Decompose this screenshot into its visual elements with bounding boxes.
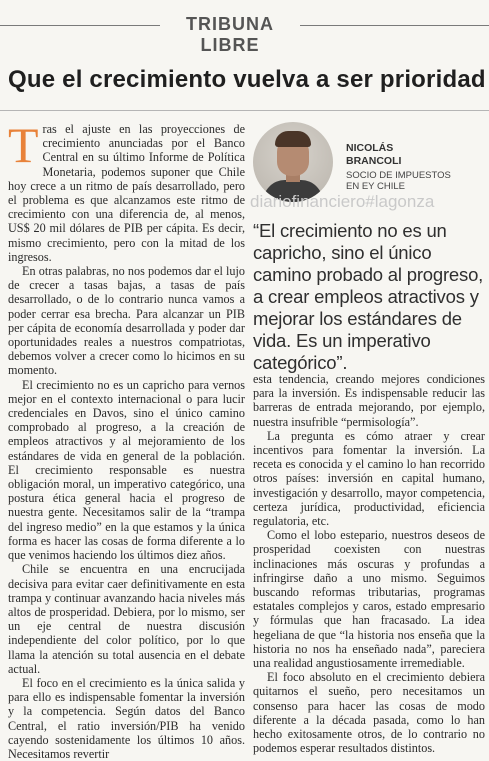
paragraph: En otras palabras, no nos podemos dar el lujo de crecer a tasas bajas, a tasas de país desarrollado, o de lo contrario nunca vamos a poder cerrar esa brecha. Para alcanzar un PIB per cápita de economía desarrollada y poder dar oportunidades reales a nuestros compatriotas, debemos volver a crecer como lo hicimos en su momento. — [8, 264, 245, 378]
paragraph: El foco absoluto en el crecimiento debiera quitarnos el sueño, pero necesitamos un consenso para hacer las cosas de modo diferente a la década pasada, como lo han hecho exitosamente otros, de lo contrario no podemos esperar resultados distintos. — [253, 670, 485, 756]
paragraph: esta tendencia, creando mejores condiciones para la inversión. Es indispensable reducir las barreras de entrada mejorando, por ejemplo, nuestra insufrible “permisología”. — [253, 372, 485, 429]
paragraph: Chile se encuentra en una encrucijada decisiva para evitar caer definitivamente en esta trampa y continuar avanzando hacia niveles más altos de prosperidad. Debiera, por lo mismo, ser un eje central de nuestra discusión independiente del color político, por lo que llama la atención su total ausencia en el debate actual. — [8, 562, 245, 676]
paragraph: La pregunta es cómo atraer y crear incentivos para fomentar la inversión. La receta es conocida y el camino lo han recorrido otros países: inversión en capital humano, investigación y desarrollo, mayor competencia, certeza jurídica, productividad, eficiencia regulatoria, etc. — [253, 428, 485, 529]
pull-quote: “El crecimiento no es un capricho, sino el único camino probado al progreso, a crear empleos atractivos y mejorar los estándares de vida. Es un imperativo categórico”. — [253, 220, 484, 373]
author-role-line: EN EY CHILE — [346, 181, 405, 192]
headline: Que el crecimiento vuelva a ser prioridad — [8, 66, 486, 93]
paragraph — [8, 117, 245, 264]
paragraph: Como el lobo estepario, nuestros deseos de prosperidad coexisten con nuestras inclinaciones más oscuras y profundas a infringirse daño a uno mismo. Seguimos buscando reformas tributarias, programas estatales complejos y caros, estado empresario y fórmulas que han fracasado. La idea hegeliana de que “la historia nos enseña que la historia no nos ha enseñado nada”, pareciera una realidad angustiosamente irremediable. — [253, 528, 485, 671]
watermark: diariofinanciero#lagonza — [250, 192, 435, 211]
author-photo — [253, 122, 333, 202]
author-first-name: NICOLÁS — [346, 142, 394, 154]
author-name — [346, 142, 486, 168]
drop-cap: T — [8, 117, 39, 173]
author-role — [346, 170, 486, 192]
author-last-name: BRANCOLI — [346, 155, 402, 167]
paragraph-text: ras el ajuste en las proyecciones de crecimiento anunciadas por el Banco Central en su último Informe de Política Monetaria, podemos suponer que Chile hoy crece a un ritmo de país desarrollado, pero el problema es que alcanzamos este ritmo de crecimiento con una diferencia de, al menos, US$ 20 mil dólares de PIB per cápita. Es decir, mismo crecimiento, pero con la mitad de los ingresos. — [8, 122, 245, 264]
body-column-right — [253, 372, 485, 755]
author-role-line: SOCIO DE IMPUESTOS — [346, 170, 451, 181]
headline-divider — [0, 110, 489, 111]
body-column-left — [8, 117, 245, 761]
paragraph: El foco en el crecimiento es la única salida y para ello es indispensable fomentar la inversión y la competencia. Según datos del Banco Central, el ratio inversión/PIB ha venido cayendo sostenidamente los últimos 10 años. Necesitamos revertir — [8, 675, 245, 761]
section-rule-right — [300, 25, 489, 26]
section-header — [0, 14, 489, 55]
section-rule-left — [0, 25, 160, 26]
paragraph: El crecimiento no es un capricho para vernos mejor en el contexto internacional o para lucir credenciales en Davos, sino el único camino comprobado al progreso, a la creación de empleos atractivos y al mejoramiento de los estándares de vida en general de la población. El crecimiento responsable es nuestra obligación moral, un imperativo categórico, una postura ética general hacia el progreso de nuestra gente. Necesitamos salir de la “trampa del ingreso medio” en la que estamos y la única forma es hacer las cosas de forma diferente a lo que venimos haciendo los últimos diez años. — [8, 377, 245, 563]
section-label: TRIBUNA LIBRE — [186, 14, 274, 55]
